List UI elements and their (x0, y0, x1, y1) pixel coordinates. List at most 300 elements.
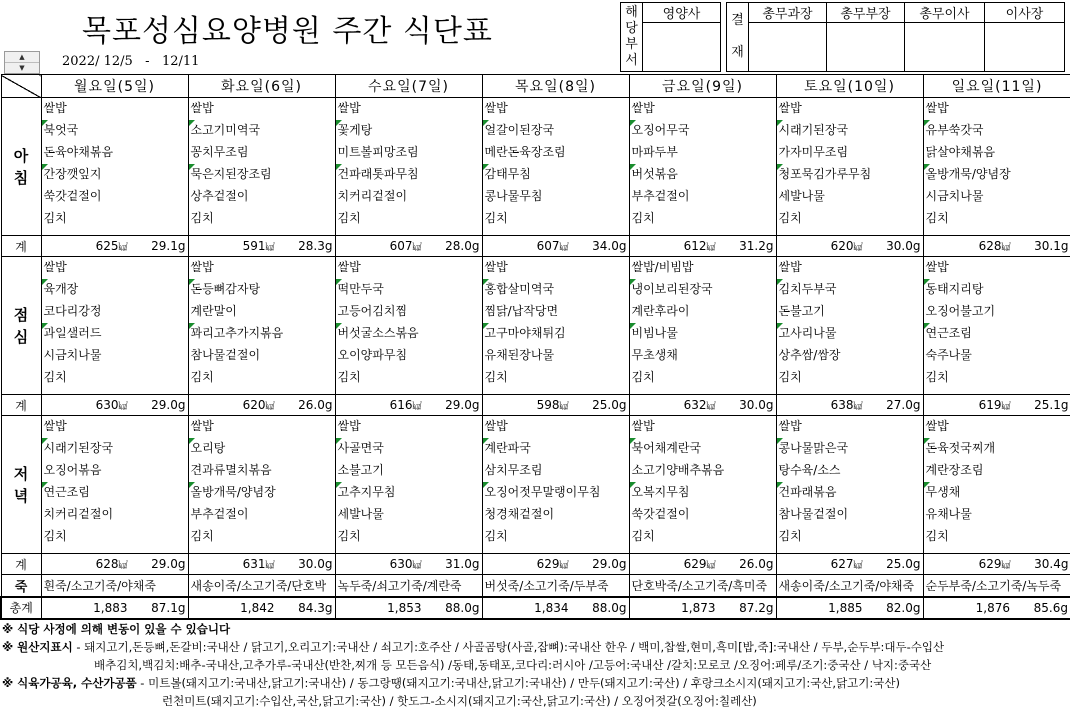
menu-cell[interactable] (923, 98, 1070, 236)
dish-item: 부추겉절이 (190, 507, 249, 521)
kcal-value (831, 239, 863, 253)
total-protein: 82.0g (886, 600, 921, 615)
dish-item: 북엇국 (42, 120, 188, 142)
dish-item: 김치 (190, 370, 214, 384)
dish-item: 세발나물 (337, 507, 384, 521)
header (0, 0, 1070, 74)
kcal-number: 612 (683, 239, 707, 253)
dish-item: 김치 (925, 370, 949, 384)
sign-box-general-manager[interactable] (749, 23, 827, 72)
kcal-number: 638 (830, 398, 854, 412)
role-chairman: 이사장 (985, 3, 1065, 23)
date-range: 2022/ 12/5 - 12/11 (62, 54, 200, 69)
dish-item: 쌀밥 (43, 260, 67, 274)
menu-cell[interactable] (188, 98, 335, 236)
kcal-unit: ㎉ (706, 402, 716, 412)
protein-value: 26.0g (298, 398, 333, 412)
sum-cell (41, 236, 188, 257)
menu-cell[interactable] (188, 416, 335, 554)
kcal-unit: ㎉ (265, 402, 275, 412)
porridge-cell[interactable]: 흰죽/소고기죽/야채죽 (41, 575, 188, 597)
dish-item: 소고기양배추볶음 (631, 463, 725, 477)
total-protein: 88.0g (445, 600, 480, 615)
kcal-unit: ㎉ (118, 561, 128, 571)
dish-item: 무생채 (924, 482, 1070, 504)
dish-item: 쌀밥 (778, 101, 802, 115)
kcal-value (684, 398, 716, 412)
dish-item: 마파두부 (631, 145, 678, 159)
kcal-unit: ㎉ (1001, 402, 1011, 412)
dish-item: 쌀밥 (337, 260, 361, 274)
menu-cell[interactable] (923, 416, 1070, 554)
dish-item: 고등어김치찜 (337, 304, 408, 318)
notice-change: ※ 식당 사정에 의해 변동이 있을 수 있습니다 (2, 622, 231, 636)
dish-item: 오징어젓무말랭이무침 (483, 482, 629, 504)
menu-cell[interactable] (923, 257, 1070, 395)
meal-label: 아 침 (1, 98, 41, 236)
meal-label: 점 심 (1, 257, 41, 395)
total-row (1, 597, 1070, 619)
protein-value: 29.0g (592, 557, 627, 571)
dish-item: 쌀밥 (190, 419, 214, 433)
dish-item: 시래기된장국 (777, 120, 923, 142)
kcal-unit: ㎉ (412, 402, 422, 412)
dish-item: 버섯굴소스볶음 (336, 323, 482, 345)
dish-item: 쌀밥 (925, 419, 949, 433)
dish-item: 오복지무침 (630, 482, 776, 504)
total-cell (335, 597, 482, 619)
kcal-value (831, 398, 863, 412)
dish-item: 유채된장나물 (484, 348, 555, 362)
sum-cell (629, 395, 776, 416)
dish-item: 메란돈육장조림 (484, 145, 566, 159)
spinner-up-button[interactable]: ▲ (5, 52, 39, 63)
sum-cell (482, 236, 629, 257)
menu-cell[interactable] (629, 257, 776, 395)
protein-value: 28.3g (298, 239, 333, 253)
dish-item: 오징어볶음 (43, 463, 102, 477)
menu-cell[interactable] (482, 98, 629, 236)
kcal-value (537, 239, 569, 253)
total-kcal: 1,834 (534, 600, 569, 615)
kcal-number: 630 (95, 398, 119, 412)
dish-item: 사골면국 (336, 438, 482, 460)
kcal-value (390, 239, 422, 253)
spinner-down-button[interactable]: ▼ (19, 64, 25, 72)
kcal-unit: ㎉ (265, 243, 275, 253)
porridge-cell[interactable]: 녹두죽/쇠고기죽/계란죽 (335, 575, 482, 597)
protein-value: 29.0g (445, 398, 480, 412)
dish-item: 쌀밥 (484, 101, 508, 115)
dish-item: 콩나물무침 (484, 189, 543, 203)
dish-item: 무초생채 (631, 348, 678, 362)
menu-cell[interactable] (776, 416, 923, 554)
menu-cell[interactable] (335, 257, 482, 395)
approval-department-box (620, 2, 721, 72)
dish-item: 쌀밥 (778, 419, 802, 433)
sum-cell (629, 554, 776, 575)
menu-cell[interactable] (335, 98, 482, 236)
day-header-row (1, 75, 1070, 98)
dish-item: 김치 (631, 370, 655, 384)
dish-item: 김치 (778, 529, 802, 543)
kcal-value (684, 239, 716, 253)
kcal-value (390, 398, 422, 412)
protein-value: 30.0g (886, 239, 921, 253)
kcal-number: 620 (242, 398, 266, 412)
protein-value: 31.0g (445, 557, 480, 571)
total-protein: 84.3g (298, 600, 333, 615)
dish-item: 시금치나물 (43, 348, 102, 362)
total-label: 총계 (1, 597, 41, 619)
kcal-unit: ㎉ (853, 402, 863, 412)
role-general-manager: 총무과장 (749, 3, 827, 23)
total-kcal: 1,885 (828, 600, 863, 615)
total-kcal: 1,883 (93, 600, 128, 615)
total-kcal: 1,853 (387, 600, 422, 615)
protein-value: 29.0g (151, 557, 186, 571)
kcal-value (96, 557, 128, 571)
day-header: 금요일(9일) (629, 75, 776, 98)
day-header: 토요일(10일) (776, 75, 923, 98)
kcal-unit: ㎉ (559, 561, 569, 571)
dish-item: 꽈리고추가지볶음 (189, 323, 335, 345)
kcal-value (96, 239, 128, 253)
sign-box-dietitian[interactable] (643, 23, 721, 72)
dish-item: 올방개묵/양념장 (924, 164, 1070, 186)
dish-item: 참나물겉절이 (190, 348, 261, 362)
dish-item: 청포묵김가루무침 (777, 164, 923, 186)
menu-cell[interactable] (41, 98, 188, 236)
dish-item: 고구마야채튀김 (483, 323, 629, 345)
dish-item: 쑥갓겉절이 (43, 189, 102, 203)
dish-item: 건파래볶음 (777, 482, 923, 504)
kcal-unit: ㎉ (1001, 243, 1011, 253)
dish-item: 묵은지된장조림 (189, 164, 335, 186)
dish-item: 쌀밥 (778, 260, 802, 274)
meal-row (1, 98, 1070, 236)
dish-item: 상추쌈/쌈장 (778, 348, 841, 362)
protein-value: 25.0g (592, 398, 627, 412)
kcal-number: 632 (683, 398, 707, 412)
kcal-number: 631 (242, 557, 266, 571)
weekly-menu-table (0, 74, 1070, 620)
origin-line-2: 배추김치,백김치:배추-국내산,고추가루-국내산(반찬,찌개 등 모든음식) /동태,동태포,코다리:러시아 /고등어:국내산 /갈치:모로코 /오징어:페루/조기:중국산 / 낙지:중국산 (94, 658, 932, 672)
porridge-cell[interactable]: 순두부죽/소고기죽/녹두죽 (923, 575, 1070, 597)
kcal-value (831, 557, 863, 571)
protein-value: 28.0g (445, 239, 480, 253)
dish-item: 쑥갓겉절이 (631, 507, 690, 521)
sign-box-general-director[interactable] (827, 23, 905, 72)
dish-item: 쌀밥 (190, 101, 214, 115)
menu-cell[interactable] (482, 257, 629, 395)
dish-item: 가자미무조림 (778, 145, 849, 159)
total-protein: 87.1g (151, 600, 186, 615)
porridge-cell[interactable]: 새송이죽/소고기죽/단호박 (188, 575, 335, 597)
dish-item: 김치 (43, 211, 67, 225)
corner-cell (1, 75, 41, 98)
kcal-number: 619 (978, 398, 1002, 412)
menu-cell[interactable] (776, 98, 923, 236)
dish-item: 찜닭/납작당면 (484, 304, 559, 318)
sum-label: 계 (1, 554, 41, 575)
dish-item: 삼치무조림 (484, 463, 543, 477)
dish-item: 김치 (43, 370, 67, 384)
dish-item: 북어채계란국 (630, 438, 776, 460)
origin-label: ※ 원산지표시 (2, 640, 73, 654)
meal-sum-row (1, 554, 1070, 575)
sum-cell (776, 554, 923, 575)
processed-line-1: ※ 식육가공육, 수산가공품 - 미트볼(돼지고기:국내산,닭고기:국내산) / 동그랑땡(돼지고기:국내산,닭고기:국내산) / 만두(돼지고기:국산) / 후랑크소시지(돼지고기:국산,닭고기:국산) (2, 676, 900, 690)
total-protein: 88.0g (592, 600, 627, 615)
sum-cell (482, 395, 629, 416)
porridge-cell[interactable]: 버섯죽/소고기죽/두부죽 (482, 575, 629, 597)
dish-item: 시금치나물 (925, 189, 984, 203)
dish-item: 김치 (778, 370, 802, 384)
dish-item: 오리탕 (189, 438, 335, 460)
dish-item: 쌀밥 (925, 260, 949, 274)
day-header: 월요일(5일) (41, 75, 188, 98)
sum-label: 계 (1, 395, 41, 416)
dish-item: 쌀밥 (43, 419, 67, 433)
dish-item: 세발나물 (778, 189, 825, 203)
sum-cell (923, 395, 1070, 416)
dish-item: 유채나물 (925, 507, 972, 521)
dish-item: 부추겉절이 (631, 189, 690, 203)
dish-item: 미트볼피망조림 (337, 145, 419, 159)
processed-label: ※ 식육가공육, 수산가공품 (2, 676, 137, 690)
dish-item: 오징어무국 (630, 120, 776, 142)
kcal-unit: ㎉ (706, 561, 716, 571)
menu-cell[interactable] (776, 257, 923, 395)
protein-value: 27.0g (886, 398, 921, 412)
kcal-number: 628 (978, 239, 1002, 253)
kcal-unit: ㎉ (265, 561, 275, 571)
page-title: 목포성심요양병원 주간 식단표 (82, 14, 493, 49)
dish-item: 육개장 (42, 279, 188, 301)
kcal-value (979, 239, 1011, 253)
kcal-unit: ㎉ (853, 561, 863, 571)
kcal-value (243, 398, 275, 412)
dish-item: 김치 (925, 211, 949, 225)
sum-cell (41, 395, 188, 416)
kcal-unit: ㎉ (1001, 561, 1011, 571)
dish-item: 연근조림 (42, 482, 188, 504)
total-cell (482, 597, 629, 619)
sum-cell (776, 236, 923, 257)
role-general-executive: 총무이사 (905, 3, 985, 23)
meal-sum-row (1, 236, 1070, 257)
dish-item: 김치 (778, 211, 802, 225)
protein-value: 30.0g (298, 557, 333, 571)
dish-item: 비빔나물 (630, 323, 776, 345)
dish-item: 올방개묵/양념장 (189, 482, 335, 504)
kcal-value (537, 557, 569, 571)
dish-item: 견과류멸치볶음 (190, 463, 272, 477)
protein-value: 29.0g (151, 398, 186, 412)
role-dietitian: 영양사 (643, 3, 721, 23)
kcal-value (537, 398, 569, 412)
dish-item: 상추겉절이 (190, 189, 249, 203)
day-header: 화요일(6일) (188, 75, 335, 98)
kcal-number: 628 (95, 557, 119, 571)
dish-item: 쌀밥 (337, 101, 361, 115)
kcal-value (243, 557, 275, 571)
dish-item: 동태지리탕 (924, 279, 1070, 301)
sum-cell (629, 236, 776, 257)
total-protein: 85.6g (1033, 600, 1068, 615)
dish-item: 쌀밥 (484, 260, 508, 274)
dish-item: 오징어불고기 (925, 304, 996, 318)
total-protein: 87.2g (739, 600, 774, 615)
kcal-number: 629 (978, 557, 1002, 571)
menu-cell[interactable] (629, 416, 776, 554)
dish-item: 떡만두국 (336, 279, 482, 301)
dish-item: 과일샐러드 (42, 323, 188, 345)
sum-cell (482, 554, 629, 575)
dish-item: 계란말이 (190, 304, 237, 318)
department-label: 해 당 부 서 (621, 3, 643, 72)
kcal-number: 629 (683, 557, 707, 571)
kcal-number: 620 (830, 239, 854, 253)
porridge-label: 죽 (1, 575, 41, 597)
dish-item: 김치두부국 (777, 279, 923, 301)
sum-label: 계 (1, 236, 41, 257)
kcal-number: 598 (536, 398, 560, 412)
dish-item: 콩나물맑은국 (777, 438, 923, 460)
dish-item: 쌀밥 (43, 101, 67, 115)
total-cell (188, 597, 335, 619)
dish-item: 치커리겉절이 (337, 189, 408, 203)
kcal-number: 627 (830, 557, 854, 571)
menu-cell[interactable] (335, 416, 482, 554)
menu-cell[interactable] (188, 257, 335, 395)
dish-item: 돈육젓국찌개 (924, 438, 1070, 460)
meal-sum-row (1, 395, 1070, 416)
dish-item: 김치 (337, 370, 361, 384)
dish-item: 감태무침 (483, 164, 629, 186)
kcal-value (979, 398, 1011, 412)
sum-cell (923, 554, 1070, 575)
kcal-number: 625 (95, 239, 119, 253)
dish-item: 고추지무침 (336, 482, 482, 504)
kcal-unit: ㎉ (559, 243, 569, 253)
sum-cell (188, 554, 335, 575)
dish-item: 탕수육/소스 (778, 463, 841, 477)
dish-item: 김치 (484, 370, 508, 384)
dish-item: 홍합살미역국 (483, 279, 629, 301)
dish-item: 버섯볶음 (630, 164, 776, 186)
menu-cell[interactable] (41, 416, 188, 554)
approval-label: 결 재 (727, 3, 749, 72)
kcal-unit: ㎉ (706, 243, 716, 253)
dish-item: 쌀밥 (631, 419, 655, 433)
dish-item: 김치 (190, 211, 214, 225)
protein-value: 30.4g (1034, 557, 1069, 571)
dish-item: 꽁치무조림 (190, 145, 249, 159)
dish-item: 김치 (631, 529, 655, 543)
dish-item: 계란파국 (483, 438, 629, 460)
menu-cell[interactable] (41, 257, 188, 395)
dish-item: 코다리강정 (43, 304, 102, 318)
kcal-value (684, 557, 716, 571)
dish-item: 소고기미역국 (189, 120, 335, 142)
protein-value: 25.1g (1034, 398, 1069, 412)
dish-item: 김치 (484, 211, 508, 225)
meal-row (1, 416, 1070, 554)
dish-item: 김치 (337, 211, 361, 225)
kcal-number: 630 (389, 557, 413, 571)
dish-item: 청경채겉절이 (484, 507, 555, 521)
kcal-number: 607 (389, 239, 413, 253)
dish-item: 숙주나물 (925, 348, 972, 362)
dish-item: 김치 (484, 529, 508, 543)
dish-item: 간장깻잎지 (42, 164, 188, 186)
week-spinner[interactable] (4, 51, 40, 74)
dish-item: 김치 (190, 529, 214, 543)
dish-item: 쌀밥 (190, 260, 214, 274)
menu-cell[interactable] (482, 416, 629, 554)
sum-cell (335, 236, 482, 257)
dish-item: 김치 (43, 529, 67, 543)
sum-cell (923, 236, 1070, 257)
dish-item: 연근조림 (924, 323, 1070, 345)
dish-item: 소불고기 (337, 463, 384, 477)
dish-item: 쌀밥 (631, 101, 655, 115)
sum-cell (188, 236, 335, 257)
dish-item: 돈불고기 (778, 304, 825, 318)
protein-value: 29.1g (151, 239, 186, 253)
protein-value: 34.0g (592, 239, 627, 253)
sum-cell (335, 395, 482, 416)
protein-value: 30.0g (739, 398, 774, 412)
dish-item: 쌀밥 (925, 101, 949, 115)
kcal-number: 591 (242, 239, 266, 253)
dish-item: 건파래톳파무침 (336, 164, 482, 186)
total-cell (629, 597, 776, 619)
porridge-cell[interactable]: 새송이죽/소고기죽/야채죽 (776, 575, 923, 597)
meal-row (1, 257, 1070, 395)
dish-item: 김치 (337, 529, 361, 543)
dish-item: 쌀밥/비빔밥 (631, 260, 694, 274)
dish-item: 닭살야채볶음 (925, 145, 996, 159)
meal-label: 저 녁 (1, 416, 41, 554)
kcal-unit: ㎉ (559, 402, 569, 412)
menu-cell[interactable] (629, 98, 776, 236)
sum-cell (776, 395, 923, 416)
kcal-value (979, 557, 1011, 571)
kcal-number: 607 (536, 239, 560, 253)
kcal-unit: ㎉ (118, 243, 128, 253)
kcal-unit: ㎉ (853, 243, 863, 253)
porridge-cell[interactable]: 단호박죽/소고기죽/흑미죽 (629, 575, 776, 597)
kcal-value (390, 557, 422, 571)
sign-box-general-executive[interactable] (905, 23, 985, 72)
sum-cell (188, 395, 335, 416)
dish-item: 쌀밥 (484, 419, 508, 433)
role-general-director: 총무부장 (827, 3, 905, 23)
sign-box-chairman[interactable] (985, 23, 1065, 72)
total-cell (41, 597, 188, 619)
porridge-row (1, 575, 1070, 597)
day-header: 목요일(8일) (482, 75, 629, 98)
dish-item: 김치 (925, 529, 949, 543)
origin-line-1: ※ 원산지표시 - 돼지고기,돈등뼈,돈갈비:국내산 / 닭고기,오리고기:국내산 / 쇠고기:호주산 / 사골곰탕(사골,잡뼈):국내산 한우 / 백미,찹쌀,현미,흑미[밥,죽]:국내산 / 두부,순두부:대두-수입산 (2, 640, 945, 654)
dish-item: 냉이보리된장국 (630, 279, 776, 301)
kcal-number: 616 (389, 398, 413, 412)
kcal-number: 629 (536, 557, 560, 571)
kcal-unit: ㎉ (412, 561, 422, 571)
